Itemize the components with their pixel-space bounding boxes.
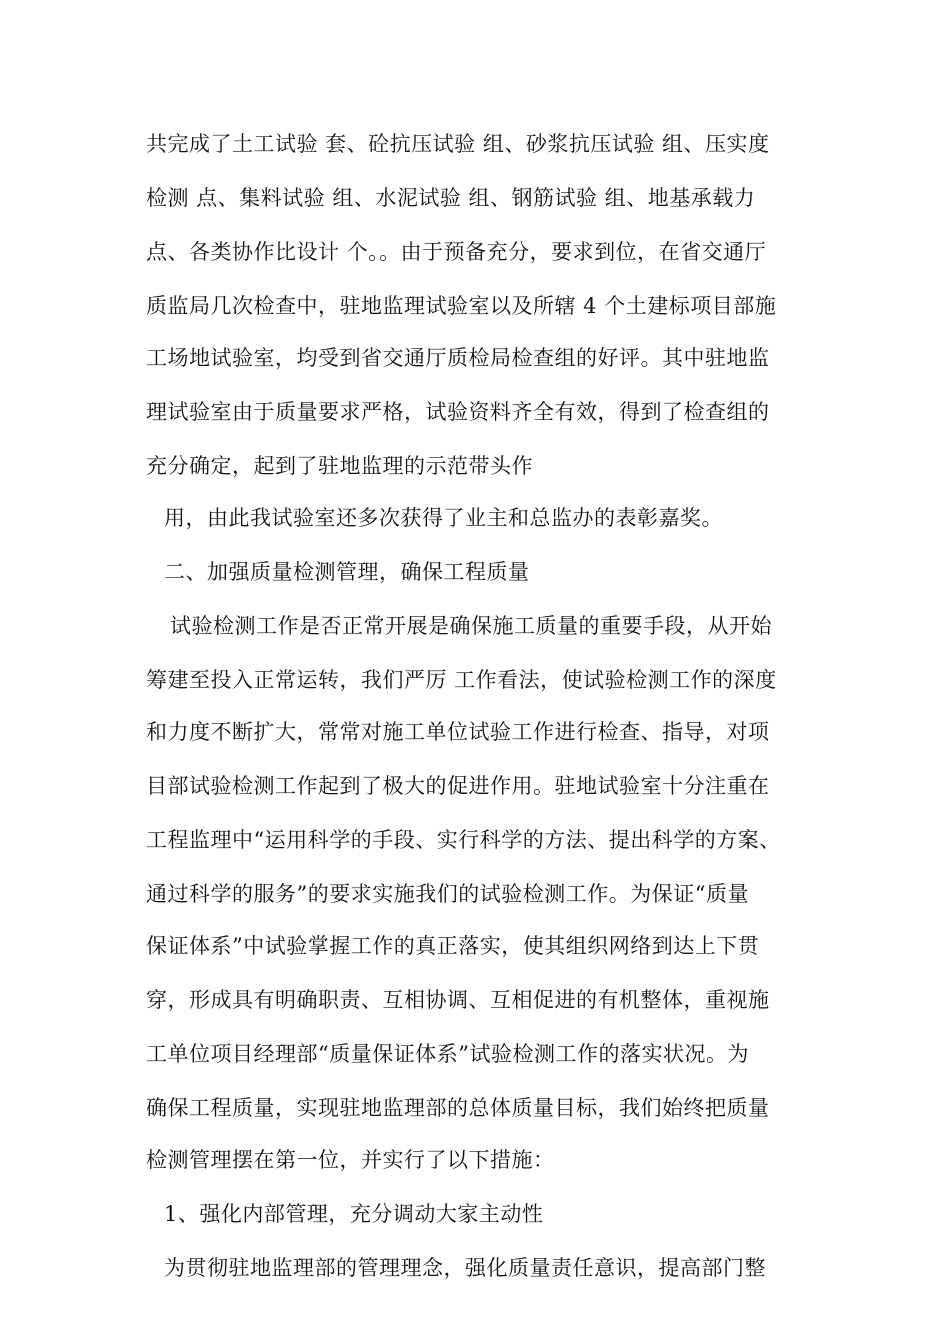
- text-line-1: 共完成了土工试验 套、砼抗压试验 组、砂浆抗压试验 组、压实度: [146, 132, 770, 156]
- text-line-7: 充分确定，起到了驻地监理的示范带头作: [146, 454, 533, 478]
- text-line-3: 点、各类协作比设计 个。。由于预备充分，要求到位，在省交通厅: [146, 240, 767, 264]
- subheading-1: 1、强化内部管理，充分调动大家主动性: [164, 1202, 544, 1226]
- text-line-2: 检测 点、集料试验 组、水泥试验 组、钢筋试验 组、地基承载力: [146, 186, 756, 210]
- text-line-18: 工单位项目经理部“质量保证体系”试验检测工作的落实状况。为: [146, 1042, 749, 1066]
- text-line-19: 确保工程质量，实现驻地监理部的总体质量目标，我们始终把质量: [146, 1096, 770, 1120]
- text-line-10: 试验检测工作是否正常开展是确保施工质量的重要手段，从开始: [170, 614, 772, 638]
- text-line-22: 为贯彻驻地监理部的管理理念，强化质量责任意识，提高部门整: [164, 1256, 766, 1280]
- text-line-4: 质监局几次检查中，驻地监理试验室以及所辖 4 个土建标项目部施: [146, 294, 777, 318]
- text-line-6: 理试验室由于质量要求严格，试验资料齐全有效，得到了检查组的: [146, 400, 770, 424]
- text-line-12: 和力度不断扩大，常常对施工单位试验工作进行检查、指导，对项: [146, 720, 770, 744]
- text-line-20: 检测管理摆在第一位，并实行了以下措施：: [146, 1148, 555, 1172]
- text-line-8: 用，由此我试验室还多次获得了业主和总监办的表彰嘉奖。: [164, 506, 723, 530]
- text-line-15: 通过科学的服务”的要求实施我们的试验检测工作。为保证“质量: [146, 882, 749, 906]
- text-line-17: 穿，形成具有明确职责、互相协调、互相促进的有机整体，重视施: [146, 988, 770, 1012]
- text-line-16: 保证体系”中试验掌握工作的真正落实，使其组织网络到达上下贯: [146, 934, 760, 958]
- text-line-11: 筹建至投入正常运转，我们严厉 工作看法，使试验检测工作的深度: [146, 668, 777, 692]
- text-line-14: 工程监理中“运用科学的手段、实行科学的方法、提出科学的方案、: [146, 828, 781, 852]
- section-heading-2: 二、加强质量检测管理，确保工程质量: [164, 560, 530, 584]
- text-line-5: 工场地试验室，均受到省交通厅质检局检查组的好评。其中驻地监: [146, 346, 770, 370]
- text-line-13: 目部试验检测工作起到了极大的促进作用。驻地试验室十分注重在: [146, 774, 770, 798]
